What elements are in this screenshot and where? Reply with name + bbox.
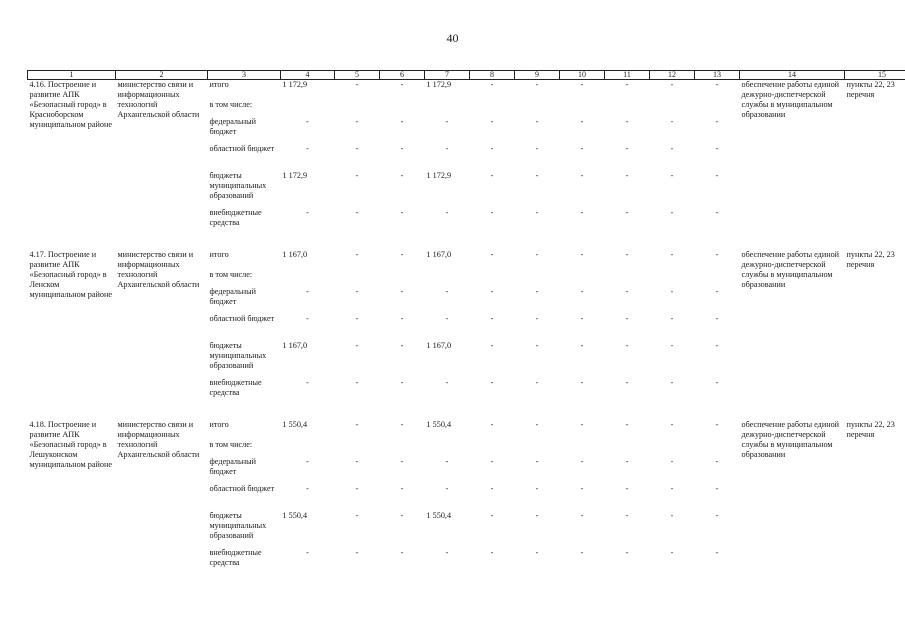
empty-cell [560, 270, 605, 287]
empty-dash: - [580, 80, 584, 89]
empty-dash: - [355, 313, 359, 323]
empty-cell [605, 100, 650, 117]
empty-dash: - [445, 116, 449, 126]
empty-cell [650, 440, 695, 457]
empty-dash: - [355, 547, 359, 557]
column-number: 13 [695, 71, 740, 80]
measure-executor: министерство связи и информационных технологий Архангельской области [117, 249, 200, 289]
empty-cell [380, 100, 425, 117]
empty-cell [335, 270, 380, 287]
empty-dash: - [625, 547, 629, 557]
empty-dash: - [535, 510, 539, 520]
empty-dash: - [490, 483, 494, 493]
column-number: 14 [740, 71, 845, 80]
empty-dash: - [535, 483, 539, 493]
funding-source: областной бюджет [209, 313, 275, 323]
empty-dash: - [670, 419, 674, 429]
empty-cell [470, 440, 515, 457]
empty-dash: - [400, 80, 404, 89]
empty-cell [425, 440, 470, 457]
table-row [28, 80, 905, 100]
empty-dash: - [715, 143, 719, 153]
empty-dash: - [625, 340, 629, 350]
empty-cell [695, 440, 740, 457]
amount-value: 1 172,9 [282, 80, 308, 89]
empty-dash: - [580, 483, 584, 493]
empty-dash: - [490, 510, 494, 520]
funding-source: в том числе: [209, 439, 253, 449]
funding-source: федеральный бюджет [209, 456, 257, 476]
empty-dash: - [400, 377, 404, 387]
empty-dash: - [306, 547, 309, 557]
empty-dash: - [490, 143, 494, 153]
empty-dash: - [490, 286, 494, 296]
empty-dash: - [490, 80, 494, 89]
empty-dash: - [670, 116, 674, 126]
empty-dash: - [715, 80, 719, 89]
empty-dash: - [625, 143, 629, 153]
empty-dash: - [490, 456, 494, 466]
empty-dash: - [490, 249, 494, 259]
column-number: 10 [560, 71, 605, 80]
measure-title: 4.17. Построение и развитие АПК «Безопасный город» в Ленском муниципальном районе [29, 249, 112, 299]
column-number: 15 [845, 71, 905, 80]
empty-dash: - [670, 456, 674, 466]
empty-dash: - [306, 143, 309, 153]
empty-dash: - [400, 143, 404, 153]
empty-cell [605, 440, 650, 457]
empty-dash: - [625, 116, 629, 126]
empty-dash: - [625, 419, 629, 429]
empty-dash: - [625, 483, 629, 493]
empty-dash: - [445, 313, 449, 323]
amount-value: 1 172,9 [426, 170, 452, 180]
column-number: 4 [281, 71, 335, 80]
amount-value: 1 167,0 [282, 340, 308, 350]
empty-dash: - [400, 547, 404, 557]
amount-value: 1 550,4 [426, 510, 452, 520]
empty-cell [380, 440, 425, 457]
empty-dash: - [306, 286, 309, 296]
empty-dash: - [400, 510, 404, 520]
empty-dash: - [445, 286, 449, 296]
empty-dash: - [355, 170, 359, 180]
funding-source: в том числе: [209, 269, 253, 279]
empty-dash: - [670, 547, 674, 557]
measure-executor: министерство связи и информационных технологий Архангельской области [117, 419, 200, 459]
empty-dash: - [715, 377, 719, 387]
empty-dash: - [306, 207, 309, 217]
measure-title: 4.18. Построение и развитие АПК «Безопасный город» в Лешуконском муниципальном районе [29, 419, 112, 469]
amount-value: 1 172,9 [282, 170, 308, 180]
empty-dash: - [580, 313, 584, 323]
empty-cell [695, 270, 740, 287]
column-number: 12 [650, 71, 695, 80]
column-number: 5 [335, 71, 380, 80]
empty-dash: - [625, 510, 629, 520]
table-row [28, 250, 905, 270]
empty-dash: - [355, 80, 359, 89]
empty-dash: - [580, 170, 584, 180]
empty-dash: - [445, 547, 449, 557]
empty-dash: - [306, 483, 309, 493]
empty-dash: - [306, 116, 309, 126]
empty-dash: - [400, 207, 404, 217]
empty-dash: - [580, 340, 584, 350]
funding-source: федеральный бюджет [209, 116, 257, 136]
empty-dash: - [625, 249, 629, 259]
column-number: 1 [28, 71, 116, 80]
empty-dash: - [445, 483, 449, 493]
column-number: 3 [208, 71, 281, 80]
empty-dash: - [580, 286, 584, 296]
empty-dash: - [400, 170, 404, 180]
empty-dash: - [355, 116, 359, 126]
empty-dash: - [355, 286, 359, 296]
empty-dash: - [715, 249, 719, 259]
empty-dash: - [625, 207, 629, 217]
empty-dash: - [580, 456, 584, 466]
funding-source: итого [209, 249, 229, 259]
funding-source: бюджеты муниципальных образований [209, 510, 267, 540]
empty-dash: - [400, 116, 404, 126]
empty-dash: - [490, 377, 494, 387]
empty-cell [650, 100, 695, 117]
empty-cell [281, 270, 335, 287]
empty-dash: - [670, 377, 674, 387]
empty-cell [425, 270, 470, 287]
table-row [28, 420, 905, 440]
empty-dash: - [580, 116, 584, 126]
empty-cell [281, 440, 335, 457]
empty-dash: - [355, 483, 359, 493]
empty-dash: - [670, 483, 674, 493]
empty-dash: - [306, 313, 309, 323]
measure-title: 4.16. Построение и развитие АПК «Безопасный город» в Красноборском муниципальном районе [29, 80, 112, 129]
empty-dash: - [490, 116, 494, 126]
empty-dash: - [355, 419, 359, 429]
empty-dash: - [535, 116, 539, 126]
empty-dash: - [715, 170, 719, 180]
empty-dash: - [445, 143, 449, 153]
funding-source: итого [209, 419, 229, 429]
empty-dash: - [715, 207, 719, 217]
funding-source: бюджеты муниципальных образований [209, 340, 267, 370]
empty-dash: - [445, 207, 449, 217]
empty-dash: - [715, 286, 719, 296]
amount-value: 1 550,4 [282, 419, 308, 429]
empty-dash: - [670, 313, 674, 323]
empty-dash: - [535, 170, 539, 180]
empty-cell [470, 270, 515, 287]
empty-cell [605, 270, 650, 287]
empty-dash: - [670, 170, 674, 180]
empty-dash: - [490, 419, 494, 429]
empty-dash: - [490, 340, 494, 350]
empty-dash: - [400, 456, 404, 466]
measure-reference: пункты 22, 23 перечня [846, 249, 895, 269]
empty-dash: - [306, 456, 309, 466]
empty-dash: - [400, 313, 404, 323]
empty-dash: - [355, 249, 359, 259]
funding-source: областной бюджет [209, 143, 275, 153]
funding-source: внебюджетные средства [209, 547, 262, 567]
funding-source: внебюджетные средства [209, 207, 262, 227]
empty-cell [425, 100, 470, 117]
empty-dash: - [715, 547, 719, 557]
empty-dash: - [400, 419, 404, 429]
empty-dash: - [580, 207, 584, 217]
empty-dash: - [670, 80, 674, 89]
empty-cell [515, 100, 560, 117]
empty-cell [335, 100, 380, 117]
empty-cell [560, 100, 605, 117]
empty-dash: - [670, 207, 674, 217]
amount-value: 1 167,0 [426, 340, 452, 350]
funding-source: федеральный бюджет [209, 286, 257, 306]
empty-dash: - [625, 170, 629, 180]
empty-dash: - [715, 116, 719, 126]
empty-dash: - [306, 377, 309, 387]
section-separator [28, 405, 905, 420]
empty-dash: - [490, 207, 494, 217]
empty-cell [380, 270, 425, 287]
program-measures-table [27, 70, 905, 575]
empty-dash: - [445, 377, 449, 387]
funding-source: итого [209, 80, 229, 89]
empty-dash: - [535, 286, 539, 296]
funding-source: областной бюджет [209, 483, 275, 493]
empty-dash: - [355, 143, 359, 153]
empty-dash: - [580, 249, 584, 259]
amount-value: 1 172,9 [426, 80, 452, 89]
empty-cell [560, 440, 605, 457]
empty-dash: - [355, 340, 359, 350]
column-number: 8 [470, 71, 515, 80]
empty-dash: - [445, 456, 449, 466]
separator-cell [28, 405, 905, 420]
funding-source: бюджеты муниципальных образований [209, 170, 267, 200]
column-number: 7 [425, 71, 470, 80]
empty-dash: - [535, 313, 539, 323]
empty-cell [281, 100, 335, 117]
empty-dash: - [580, 547, 584, 557]
empty-cell [695, 100, 740, 117]
amount-value: 1 550,4 [426, 419, 452, 429]
empty-dash: - [535, 456, 539, 466]
empty-dash: - [535, 419, 539, 429]
empty-dash: - [625, 456, 629, 466]
empty-dash: - [535, 340, 539, 350]
empty-dash: - [580, 419, 584, 429]
empty-dash: - [670, 340, 674, 350]
empty-cell [515, 440, 560, 457]
column-number: 6 [380, 71, 425, 80]
column-number: 9 [515, 71, 560, 80]
empty-dash: - [535, 143, 539, 153]
empty-dash: - [715, 510, 719, 520]
empty-dash: - [580, 143, 584, 153]
funding-source: в том числе: [209, 99, 253, 109]
empty-dash: - [355, 377, 359, 387]
empty-dash: - [535, 377, 539, 387]
amount-value: 1 167,0 [426, 249, 452, 259]
amount-value: 1 550,4 [282, 510, 308, 520]
funding-source: внебюджетные средства [209, 377, 262, 397]
empty-dash: - [535, 249, 539, 259]
empty-dash: - [535, 80, 539, 89]
empty-cell [650, 270, 695, 287]
empty-dash: - [715, 419, 719, 429]
amount-value: 1 167,0 [282, 249, 308, 259]
measure-result: обеспечение работы единой дежурно-диспетчерской службы в муниципальном образовании [741, 80, 840, 119]
empty-dash: - [400, 483, 404, 493]
empty-dash: - [715, 456, 719, 466]
empty-dash: - [715, 340, 719, 350]
measure-result: обеспечение работы единой дежурно-диспетчерской службы в муниципальном образовании [741, 249, 840, 289]
empty-dash: - [490, 547, 494, 557]
page-number: 40 [446, 31, 459, 45]
measure-reference: пункты 22, 23 перечня [846, 80, 895, 99]
empty-dash: - [580, 510, 584, 520]
empty-dash: - [715, 483, 719, 493]
empty-dash: - [580, 377, 584, 387]
column-number-row [28, 71, 905, 80]
separator-cell [28, 235, 905, 250]
empty-cell [515, 270, 560, 287]
empty-dash: - [670, 286, 674, 296]
empty-dash: - [400, 249, 404, 259]
empty-dash: - [715, 313, 719, 323]
empty-dash: - [355, 456, 359, 466]
empty-dash: - [490, 313, 494, 323]
measure-executor: министерство связи и информационных технологий Архангельской области [117, 80, 200, 119]
empty-dash: - [535, 207, 539, 217]
empty-dash: - [355, 207, 359, 217]
empty-cell [470, 100, 515, 117]
empty-cell [335, 440, 380, 457]
column-number: 2 [116, 71, 208, 80]
empty-dash: - [670, 143, 674, 153]
column-number: 11 [605, 71, 650, 80]
empty-dash: - [400, 286, 404, 296]
empty-dash: - [670, 249, 674, 259]
empty-dash: - [535, 547, 539, 557]
empty-dash: - [625, 80, 629, 89]
empty-dash: - [355, 510, 359, 520]
empty-dash: - [670, 510, 674, 520]
empty-dash: - [625, 286, 629, 296]
measure-reference: пункты 22, 23 перечня [846, 419, 895, 439]
measure-result: обеспечение работы единой дежурно-диспетчерской службы в муниципальном образовании [741, 419, 840, 459]
empty-dash: - [400, 340, 404, 350]
empty-dash: - [490, 170, 494, 180]
empty-dash: - [625, 377, 629, 387]
empty-dash: - [625, 313, 629, 323]
section-separator [28, 235, 905, 250]
